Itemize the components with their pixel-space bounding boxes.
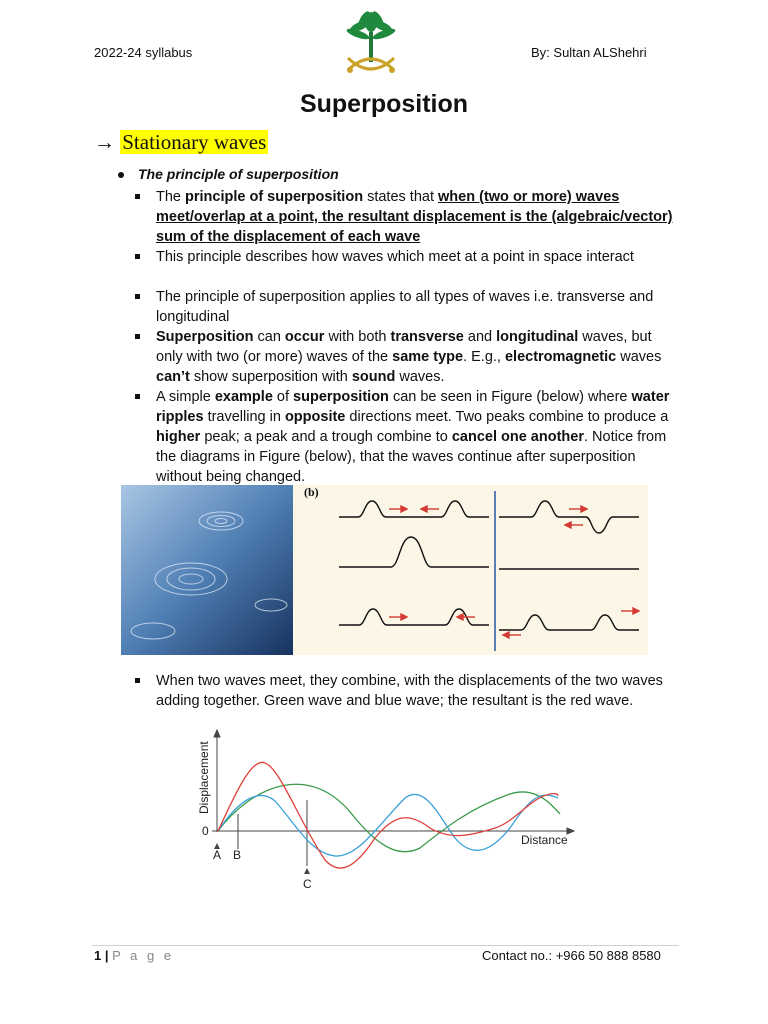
superposition-wave-diagram [293, 485, 648, 655]
bullet-dot-icon [118, 172, 124, 178]
bullet-square-icon [135, 678, 140, 683]
header-syllabus: 2022-24 syllabus [94, 45, 193, 60]
marker-c: C [303, 877, 312, 891]
bullet-item-5 [135, 387, 680, 487]
y-axis-label: Displacement [197, 741, 211, 814]
marker-a: A [213, 848, 222, 862]
section-heading-text: Stationary waves [122, 130, 267, 154]
bullet-text: This principle describes how waves which meet at a point in space interact [156, 249, 634, 265]
origin-label: 0 [202, 824, 209, 838]
section-heading [94, 130, 268, 155]
bullet-text: The principle of superposition states that when (two or more) waves meet/overlap at a point, the resultant displacement is the (algebraic/vector) sum of the displacement of each wave [156, 189, 673, 245]
subheading-text: The principle of superposition [138, 166, 339, 182]
x-axis-label: Distance [521, 833, 568, 847]
page-separator: | [104, 948, 109, 963]
bullet-square-icon [135, 394, 140, 399]
footer-contact: Contact no.: +966 50 888 8580 [482, 948, 661, 963]
marker-b: B [233, 848, 242, 862]
page-word: P a g e [112, 948, 175, 963]
superposition-graph [190, 728, 590, 896]
bullet-text: The principle of superposition applies to all types of waves i.e. transverse and longitudinal [156, 289, 654, 325]
bullet-item-4 [135, 327, 680, 387]
water-ripples-figure [121, 485, 648, 655]
bullet-square-icon [135, 194, 140, 199]
bullet-square-icon [135, 294, 140, 299]
bullet-square-icon [135, 254, 140, 259]
footer-page [94, 948, 174, 963]
bullet-square-icon [135, 334, 140, 339]
saudi-emblem-logo [340, 10, 402, 82]
bullet-item-2 [135, 247, 680, 267]
bullet-item-6 [135, 671, 680, 711]
page-title: Superposition [299, 90, 469, 118]
bullet-item-3 [135, 287, 680, 327]
arrow-icon: → [94, 130, 115, 154]
green-wave [218, 784, 560, 851]
bullet-text: Superposition can occur with both transverse and longitudinal waves, but only with two (or more) waves of the same type. E.g., electromagnetic waves can’t show superposition with sound waves. [156, 329, 662, 385]
bullet-text: When two waves meet, they combine, with the displacements of the two waves adding together. Green wave and blue wave; the resultant is the red wave. [156, 673, 663, 709]
header-author: By: Sultan ALShehri [531, 45, 647, 60]
water-ripple-photo [121, 485, 293, 655]
figure-label: (b) [304, 485, 319, 499]
bullet-item-1 [135, 187, 680, 247]
page-number: 1 [94, 948, 102, 963]
red-wave [218, 762, 558, 868]
footer-divider [92, 945, 679, 946]
bullet-text: A simple example of superposition can be seen in Figure (below) where water ripples travelling in opposite directions meet. Two peaks combine to produce a higher peak; a peak and a trough combine to cancel one another. Notice from the diagrams in Figure (below), that the waves continue after superposition without being changed. [156, 389, 670, 485]
subheading [118, 166, 339, 182]
